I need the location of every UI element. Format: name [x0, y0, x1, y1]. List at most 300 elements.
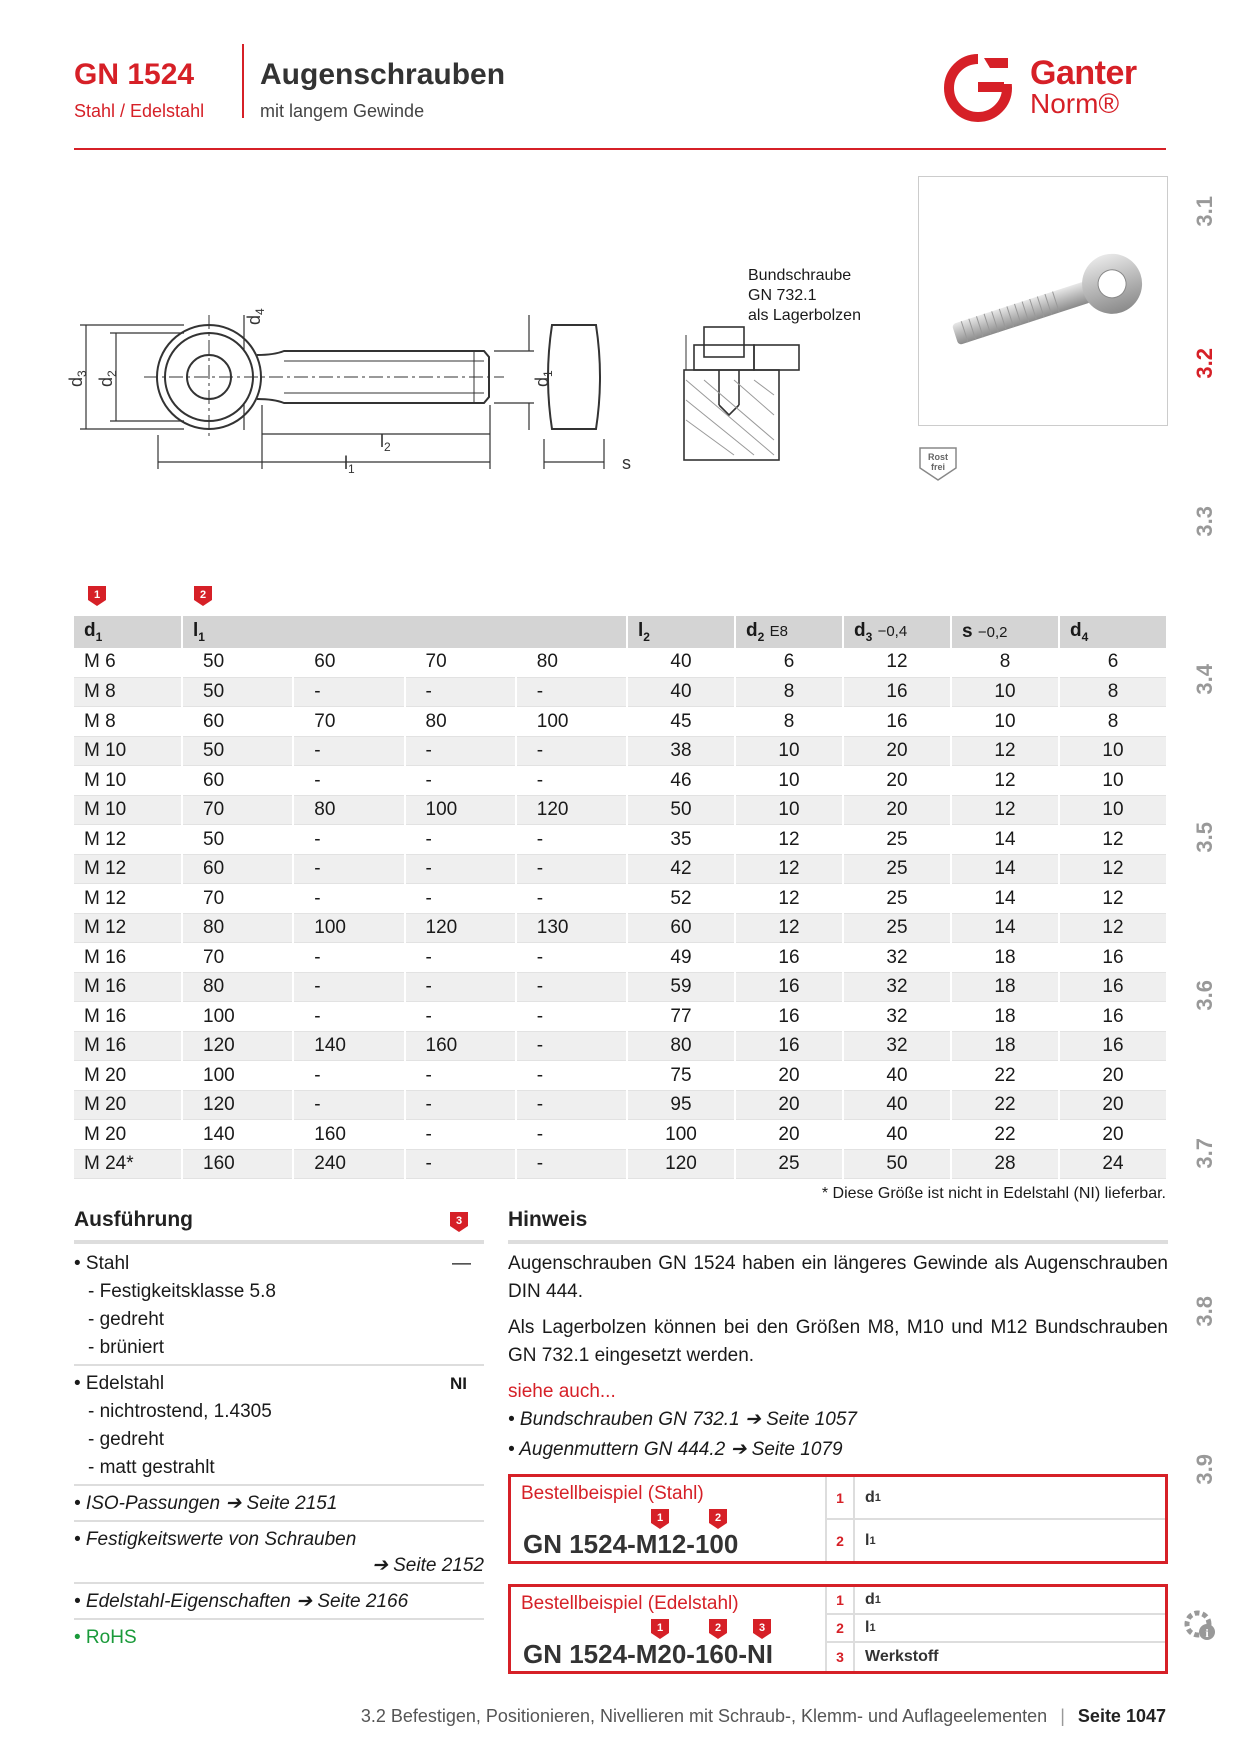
table-cell: 32 — [843, 943, 951, 973]
col-l2: $l_2$ — [627, 616, 735, 648]
table-cell: 20 — [735, 1061, 843, 1091]
table-cell: 100 — [405, 795, 516, 825]
table-cell: 160 — [182, 1149, 293, 1179]
marker-2-icon — [194, 586, 212, 606]
table-cell: M 10 — [74, 766, 182, 796]
legend-row: 1 d 1 — [827, 1477, 1165, 1520]
table-cell: 140 — [293, 1031, 404, 1061]
table-cell: 80 — [182, 913, 293, 943]
table-cell: - — [405, 1120, 516, 1150]
table-cell: 40 — [627, 677, 735, 707]
svg-text:d3: $d_3$ — [66, 370, 89, 387]
table-cell: 8 — [735, 707, 843, 737]
product-code: GN 1524 — [74, 58, 195, 91]
table-row — [74, 972, 1167, 1002]
table-cell: 10 — [735, 766, 843, 796]
table-cell: 16 — [735, 972, 843, 1002]
svg-text:frei: frei — [930, 462, 946, 472]
marker-1-icon — [88, 586, 106, 606]
table-cell: M 24* — [74, 1149, 182, 1179]
page-title: Augenschrauben — [260, 58, 506, 91]
table-cell: 50 — [627, 795, 735, 825]
table-cell: 16 — [735, 943, 843, 973]
table-cell: - — [293, 972, 404, 1002]
footer-separator: | — [1060, 1706, 1065, 1726]
table-cell: - — [293, 677, 404, 707]
table-cell: 52 — [627, 884, 735, 914]
table-cell: 14 — [951, 825, 1059, 855]
chapter-tab-3-9[interactable]: 3.9 — [1192, 1454, 1217, 1485]
table-row — [74, 913, 1167, 943]
table-cell: 77 — [627, 1002, 735, 1032]
table-cell: - — [516, 1120, 627, 1150]
table-body — [74, 648, 1167, 1179]
table-cell: - — [405, 884, 516, 914]
table-cell: 20 — [735, 1120, 843, 1150]
table-cell: M 10 — [74, 795, 182, 825]
svg-text:3: 3 — [455, 1215, 463, 1227]
table-cell: 70 — [182, 943, 293, 973]
table-cell: 42 — [627, 854, 735, 884]
table-cell: M 20 — [74, 1061, 182, 1091]
divider — [74, 1484, 484, 1486]
table-cell: 22 — [951, 1120, 1059, 1150]
table-row — [74, 943, 1167, 973]
table-cell: 16 — [843, 707, 951, 737]
svg-text:l2: $l_2$ — [380, 431, 391, 454]
divider — [74, 1520, 484, 1522]
table-row — [74, 707, 1167, 737]
svg-text:1: 1 — [656, 1512, 664, 1524]
table-footnote: * Diese Größe ist nicht in Edelstahl (NI) lieferbar. — [821, 1185, 1166, 1202]
product-material: Stahl / Edelstahl — [74, 101, 205, 121]
table-cell: 80 — [182, 972, 293, 1002]
order-example-steel-title: Bestellbeispiel (Stahl) — [521, 1483, 704, 1504]
table-cell: 60 — [627, 913, 735, 943]
table-cell: 10 — [1059, 736, 1167, 766]
table-cell: 8 — [735, 677, 843, 707]
table-cell: 12 — [735, 884, 843, 914]
table-cell: 25 — [843, 825, 951, 855]
svg-text:l1: $l_1$ — [344, 453, 355, 476]
table-row — [74, 795, 1167, 825]
table-cell: 46 — [627, 766, 735, 796]
table-cell: 140 — [182, 1120, 293, 1150]
table-header-row — [74, 616, 1167, 648]
table-cell: M 16 — [74, 943, 182, 973]
table-cell: M 6 — [74, 648, 182, 678]
link-edelstahl-eigenschaften[interactable]: • Edelstahl-Eigenschaften ➔ Seite 2166 — [74, 1591, 409, 1612]
table-row — [74, 1149, 1167, 1179]
table-cell: 12 — [735, 854, 843, 884]
table-row — [74, 825, 1167, 855]
table-cell: 100 — [182, 1061, 293, 1091]
table-cell: 18 — [951, 1002, 1059, 1032]
section-hinweis-rule — [508, 1240, 1168, 1244]
hinweis-paragraph-2: Als Lagerbolzen können bei den Größen M8, M10 und M12 Bundschrauben GN 732.1 eingesetzt werden. — [508, 1317, 1168, 1366]
chapter-tab-3-2[interactable]: 3.2 — [1192, 348, 1217, 379]
table-cell: M 16 — [74, 1002, 182, 1032]
table-cell: 100 — [293, 913, 404, 943]
table-cell: 20 — [843, 795, 951, 825]
chapter-tab-3-6[interactable]: 3.6 — [1192, 980, 1217, 1011]
col-d2: $d_2$ E8 — [735, 616, 843, 648]
table-cell: 25 — [843, 913, 951, 943]
table-cell: - — [516, 1002, 627, 1032]
table-cell: 10 — [951, 677, 1059, 707]
table-cell: 60 — [182, 707, 293, 737]
table-cell: 10 — [735, 795, 843, 825]
table-cell: 14 — [951, 913, 1059, 943]
svg-text:2: 2 — [714, 1512, 722, 1524]
see-also-label: siehe auch... — [508, 1381, 616, 1402]
table-cell: 16 — [735, 1002, 843, 1032]
table-cell: 38 — [627, 736, 735, 766]
table-cell: 18 — [951, 1031, 1059, 1061]
table-cell: 40 — [627, 648, 735, 678]
table-cell: M 20 — [74, 1090, 182, 1120]
svg-text:i: i — [1205, 1626, 1209, 1640]
table-cell: 40 — [843, 1090, 951, 1120]
svg-text:s: s — [622, 453, 631, 473]
table-cell: 20 — [735, 1090, 843, 1120]
table-row — [74, 1090, 1167, 1120]
table-cell: - — [405, 766, 516, 796]
table-cell: M 12 — [74, 825, 182, 855]
chapter-tab-3-4[interactable]: 3.4 — [1192, 664, 1217, 695]
table-cell: 50 — [182, 648, 293, 678]
table-cell: 18 — [951, 972, 1059, 1002]
table-cell: 100 — [182, 1002, 293, 1032]
table-cell: 80 — [293, 795, 404, 825]
code-stahl: — — [452, 1253, 471, 1274]
table-cell: 12 — [1059, 884, 1167, 914]
table-cell: 120 — [627, 1149, 735, 1179]
table-cell: 16 — [735, 1031, 843, 1061]
link-bundschrauben[interactable]: • Bundschrauben GN 732.1 ➔ Seite 1057 — [508, 1409, 857, 1430]
table-cell: 45 — [627, 707, 735, 737]
legend-row: 2 l 1 — [827, 1615, 1165, 1643]
table-cell: 70 — [293, 707, 404, 737]
table-cell: 16 — [843, 677, 951, 707]
table-cell: M 10 — [74, 736, 182, 766]
dimensions-table — [74, 616, 1168, 1179]
table-row — [74, 766, 1167, 796]
section-ausfuehrung-title: Ausführung — [74, 1208, 193, 1231]
table-cell: - — [405, 1002, 516, 1032]
table-cell: 50 — [182, 736, 293, 766]
table-cell: 35 — [627, 825, 735, 855]
edelstahl-item: - gedreht — [88, 1429, 165, 1450]
table-cell: 12 — [735, 825, 843, 855]
table-cell: 95 — [627, 1090, 735, 1120]
table-row — [74, 1120, 1167, 1150]
table-cell: 32 — [843, 1002, 951, 1032]
order-code-steel: GN 1524-M12-100 — [523, 1529, 739, 1559]
table-cell: - — [516, 736, 627, 766]
table-cell: 16 — [1059, 1031, 1167, 1061]
table-cell: - — [516, 943, 627, 973]
table-cell: 120 — [516, 795, 627, 825]
table-cell: - — [293, 884, 404, 914]
table-cell: M 8 — [74, 707, 182, 737]
table-row — [74, 677, 1167, 707]
page-number: Seite 1047 — [1077, 1706, 1166, 1726]
svg-text:d1: $d_1$ — [532, 370, 555, 387]
table-cell: 14 — [951, 884, 1059, 914]
code-edelstahl: NI — [450, 1374, 467, 1393]
table-cell: - — [293, 736, 404, 766]
marker-2-icon — [709, 1619, 727, 1639]
table-cell: 70 — [405, 648, 516, 678]
table-cell: - — [405, 854, 516, 884]
table-cell: 49 — [627, 943, 735, 973]
table-cell: - — [516, 825, 627, 855]
table-cell: M 12 — [74, 854, 182, 884]
table-cell: 8 — [951, 648, 1059, 678]
table-cell: M 16 — [74, 972, 182, 1002]
table-cell: - — [293, 854, 404, 884]
table-cell: 80 — [627, 1031, 735, 1061]
table-cell: M 12 — [74, 884, 182, 914]
order-code-stainless: GN 1524-M20-160-NI — [523, 1639, 773, 1669]
table-cell: 12 — [1059, 913, 1167, 943]
table-cell: 120 — [182, 1090, 293, 1120]
table-cell: 20 — [843, 736, 951, 766]
table-cell: 12 — [951, 766, 1059, 796]
table-cell: 20 — [1059, 1120, 1167, 1150]
chapter-tab-3-1[interactable]: 3.1 — [1192, 196, 1217, 227]
table-cell: 100 — [516, 707, 627, 737]
divider — [74, 1582, 484, 1584]
table-row — [74, 1061, 1167, 1091]
legend-row: 1 d 1 — [827, 1587, 1165, 1615]
ganter-logo-icon — [944, 54, 1012, 122]
table-cell: 10 — [1059, 795, 1167, 825]
table-cell: - — [405, 736, 516, 766]
table-cell: 12 — [951, 795, 1059, 825]
chapter-tab-3-8[interactable]: 3.8 — [1192, 1296, 1217, 1327]
table-cell: - — [516, 1090, 627, 1120]
table-cell: 80 — [405, 707, 516, 737]
table-cell: - — [516, 972, 627, 1002]
table-cell: 18 — [951, 943, 1059, 973]
table-cell: 130 — [516, 913, 627, 943]
col-l1: $l_1$ — [182, 616, 627, 648]
table-cell: 22 — [951, 1090, 1059, 1120]
table-cell: - — [516, 766, 627, 796]
section-ausfuehrung-rule — [74, 1240, 484, 1244]
table-cell: 40 — [843, 1061, 951, 1091]
table-cell: 28 — [951, 1149, 1059, 1179]
table-cell: 32 — [843, 972, 951, 1002]
table-cell: 8 — [1059, 707, 1167, 737]
table-cell: 25 — [843, 884, 951, 914]
table-cell: M 20 — [74, 1120, 182, 1150]
table-cell: - — [516, 1061, 627, 1091]
table-cell: 50 — [182, 825, 293, 855]
divider — [74, 1364, 484, 1366]
table-cell: - — [293, 1090, 404, 1120]
table-cell: 160 — [405, 1031, 516, 1061]
footer-chapter: 3.2 Befestigen, Positionieren, Nivellieren mit Schraub-, Klemm- und Auflageelementen — [360, 1706, 1048, 1726]
header-separator — [242, 44, 244, 118]
svg-text:d2: $d_2$ — [96, 370, 119, 387]
col-d4: $d_4$ — [1059, 616, 1167, 648]
table-cell: - — [293, 943, 404, 973]
table-cell: M 16 — [74, 1031, 182, 1061]
section-hinweis-title: Hinweis — [508, 1208, 588, 1231]
table-cell: 20 — [843, 766, 951, 796]
table-cell: - — [293, 1002, 404, 1032]
table-cell: - — [293, 766, 404, 796]
table-cell: 20 — [1059, 1061, 1167, 1091]
table-cell: 60 — [182, 766, 293, 796]
link-festigkeitswerte[interactable]: • Festigkeitswerte von Schrauben — [74, 1529, 357, 1550]
table-row — [74, 648, 1167, 678]
svg-text:1: 1 — [656, 1622, 664, 1634]
order-legend — [825, 1587, 1165, 1671]
table-cell: 70 — [182, 884, 293, 914]
table-row — [74, 736, 1167, 766]
stahl-item: - Festigkeitsklasse 5.8 — [88, 1281, 276, 1302]
chapter-tab-3-5[interactable]: 3.5 — [1192, 822, 1217, 853]
marker-1-icon — [651, 1509, 669, 1529]
edelstahl-item: - nichtrostend, 1.4305 — [88, 1401, 272, 1422]
table-cell: 70 — [182, 795, 293, 825]
table-row — [74, 1002, 1167, 1032]
table-cell: 50 — [843, 1149, 951, 1179]
link-festigkeitswerte-page[interactable]: ➔ Seite 2152 — [371, 1555, 484, 1576]
table-cell: 80 — [516, 648, 627, 678]
table-cell: 60 — [293, 648, 404, 678]
table-cell: 16 — [1059, 972, 1167, 1002]
table-cell: - — [516, 884, 627, 914]
brand-norm: Norm® — [1030, 88, 1120, 119]
table-cell: 16 — [1059, 1002, 1167, 1032]
table-row — [74, 854, 1167, 884]
table-row — [74, 884, 1167, 914]
table-cell: 6 — [735, 648, 843, 678]
table-cell: - — [516, 854, 627, 884]
table-cell: 12 — [843, 648, 951, 678]
table-cell: 12 — [735, 913, 843, 943]
table-cell: M 12 — [74, 913, 182, 943]
hinweis-paragraph-1: Augenschrauben GN 1524 haben ein längeres Gewinde als Augenschrauben DIN 444. — [508, 1253, 1168, 1302]
table-cell: - — [293, 825, 404, 855]
col-d1: $d_1$ — [74, 616, 182, 648]
svg-text:d4: $d_4$ — [244, 308, 267, 325]
table-cell: 120 — [405, 913, 516, 943]
stahl-item: - brüniert — [88, 1337, 165, 1358]
link-iso-passungen[interactable]: • ISO-Passungen ➔ Seite 2151 — [74, 1493, 338, 1514]
table-cell: - — [293, 1061, 404, 1091]
table-cell: 12 — [951, 736, 1059, 766]
table-cell: - — [405, 1061, 516, 1091]
svg-text:1: 1 — [93, 589, 101, 601]
material-edelstahl: • Edelstahl — [74, 1373, 165, 1394]
table-cell: 50 — [182, 677, 293, 707]
table-cell: 60 — [182, 854, 293, 884]
rostfrei-badge-icon — [918, 446, 958, 482]
settings-info-icon[interactable] — [1180, 1604, 1220, 1644]
order-example-stainless — [508, 1584, 1168, 1674]
link-augenmuttern[interactable]: • Augenmuttern GN 444.2 ➔ Seite 1079 — [508, 1439, 843, 1460]
table-cell: - — [405, 943, 516, 973]
svg-text:2: 2 — [714, 1622, 722, 1634]
table-cell: - — [405, 1149, 516, 1179]
marker-1-icon — [651, 1619, 669, 1639]
col-d3: $d_3 -0,4$ — [843, 616, 951, 648]
table-cell: 40 — [843, 1120, 951, 1150]
table-cell: - — [516, 1031, 627, 1061]
header-rule — [74, 148, 1166, 150]
svg-text:Rost: Rost — [928, 452, 948, 462]
rohs-label: • RoHS — [74, 1627, 137, 1648]
table-cell: 10 — [1059, 766, 1167, 796]
table-cell: 16 — [1059, 943, 1167, 973]
marker-2-icon — [709, 1509, 727, 1529]
material-stahl: • Stahl — [74, 1253, 130, 1274]
table-cell: - — [405, 825, 516, 855]
svg-text:2: 2 — [199, 589, 207, 601]
table-cell: 12 — [1059, 854, 1167, 884]
table-cell: 12 — [1059, 825, 1167, 855]
table-cell: 14 — [951, 854, 1059, 884]
order-example-stainless-title: Bestellbeispiel (Edelstahl) — [521, 1593, 739, 1614]
table-cell: 6 — [1059, 648, 1167, 678]
table-cell: 25 — [843, 854, 951, 884]
table-cell: 59 — [627, 972, 735, 1002]
page-footer — [361, 1706, 1166, 1727]
brand-name: Ganter — [1030, 54, 1137, 92]
table-cell: 10 — [735, 736, 843, 766]
table-cell: 100 — [627, 1120, 735, 1150]
table-row — [74, 1031, 1167, 1061]
divider — [74, 1618, 484, 1620]
table-cell: 240 — [293, 1149, 404, 1179]
stahl-item: - gedreht — [88, 1309, 165, 1330]
table-cell: - — [405, 677, 516, 707]
legend-row: 2 l 1 — [827, 1520, 1165, 1561]
chapter-tab-3-3[interactable]: 3.3 — [1192, 506, 1217, 537]
table-cell: M 8 — [74, 677, 182, 707]
chapter-tab-3-7[interactable]: 3.7 — [1192, 1138, 1217, 1169]
table-cell: - — [516, 1149, 627, 1179]
legend-row: 3 Werkstoff — [827, 1643, 1165, 1671]
table-cell: 10 — [951, 707, 1059, 737]
edelstahl-item: - matt gestrahlt — [88, 1457, 215, 1478]
table-cell: 25 — [735, 1149, 843, 1179]
col-s: s −0,2 — [951, 616, 1059, 648]
table-cell: 22 — [951, 1061, 1059, 1091]
eye-bolt-image — [919, 177, 1167, 425]
table-cell: 20 — [1059, 1090, 1167, 1120]
table-cell: 32 — [843, 1031, 951, 1061]
table-cell: 24 — [1059, 1149, 1167, 1179]
order-legend — [825, 1477, 1165, 1561]
product-photo — [918, 176, 1168, 426]
table-cell: 75 — [627, 1061, 735, 1091]
table-cell: 120 — [182, 1031, 293, 1061]
page-subtitle: mit langem Gewinde — [260, 101, 425, 121]
table-cell: - — [516, 677, 627, 707]
marker-3-icon — [450, 1212, 468, 1232]
order-example-steel — [508, 1474, 1168, 1564]
table-cell: 160 — [293, 1120, 404, 1150]
table-cell: 8 — [1059, 677, 1167, 707]
table-cell: - — [405, 972, 516, 1002]
